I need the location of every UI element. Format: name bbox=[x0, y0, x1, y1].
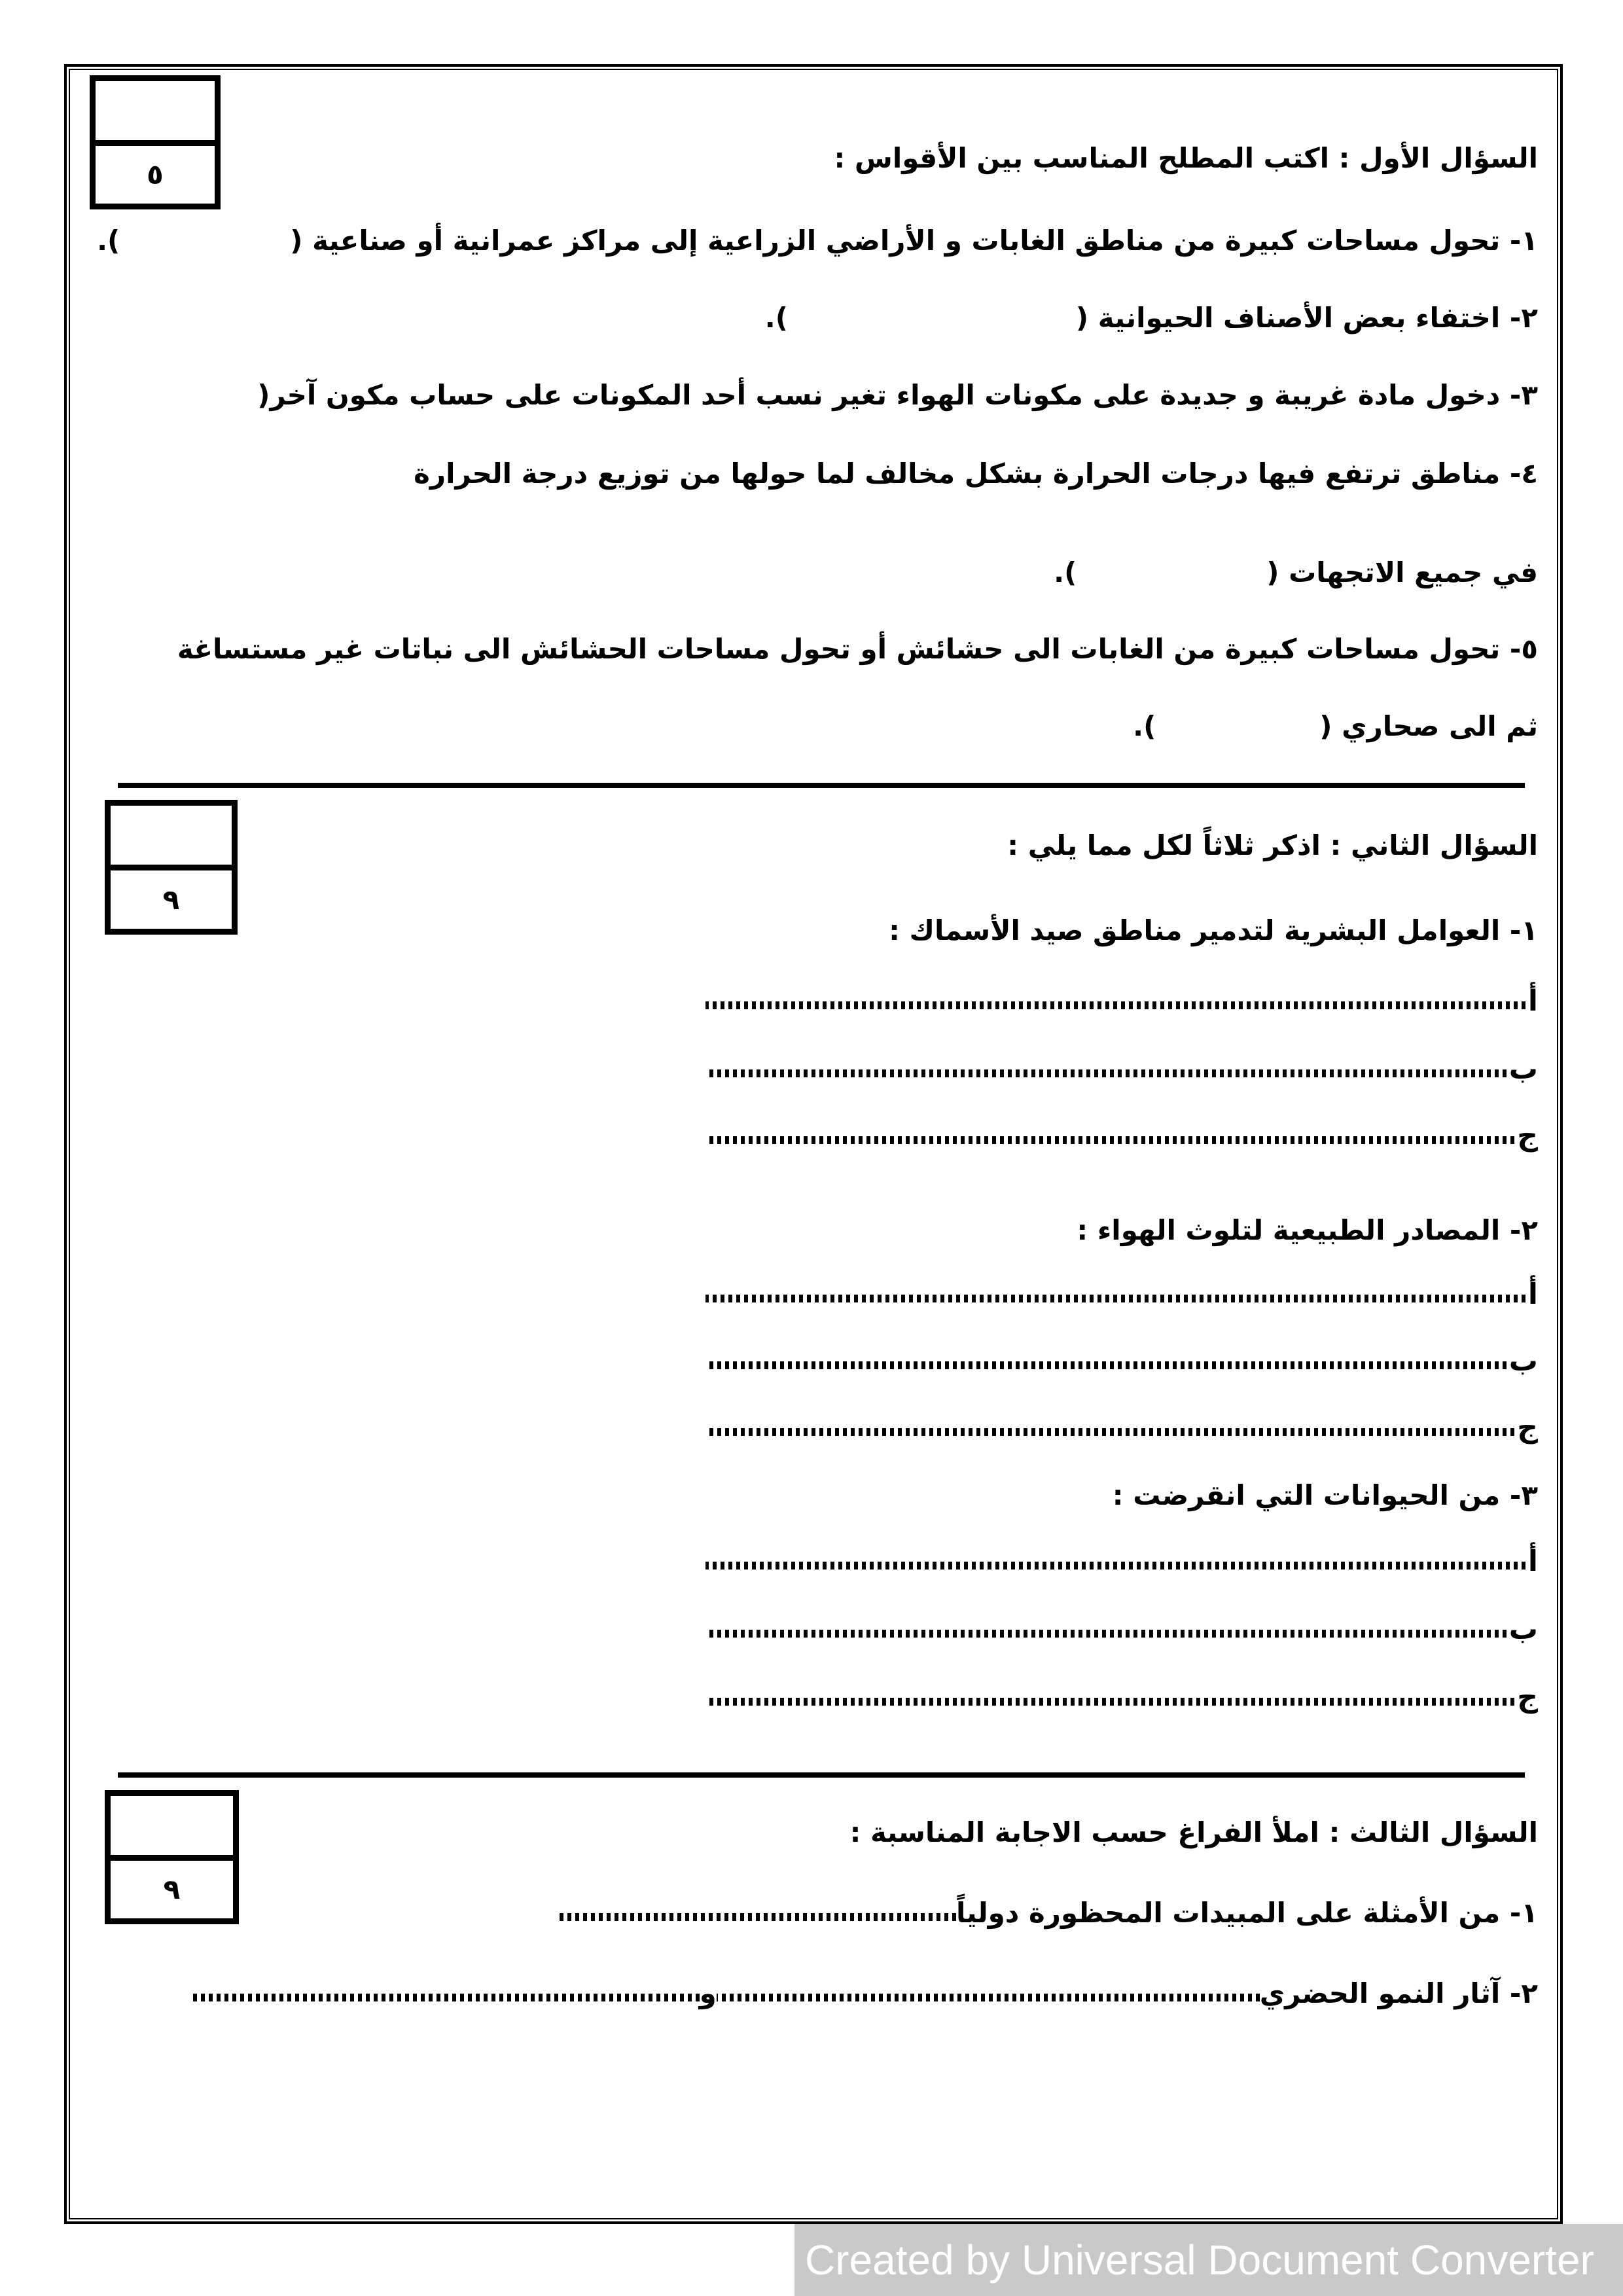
score-box-q1-empty-cell bbox=[96, 81, 215, 146]
q1-item-5: ٥- تحول مساحات كبيرة من الغابات الى حشائش أو تحول مساحات الحشائش الى نباتات غير مستساغة bbox=[177, 633, 1538, 665]
score-box-q3 bbox=[105, 1790, 239, 1924]
answer-letter: ب bbox=[1508, 1052, 1538, 1086]
q1-item-4-cont bbox=[1054, 553, 1538, 593]
q2-header: السؤال الثاني : اذكر ثلاثاً لكل مما يلي : bbox=[1007, 829, 1538, 861]
answer-blank bbox=[788, 321, 1076, 327]
dotted-answer-line bbox=[705, 1069, 1507, 1077]
q3-item-1-text: ١- من الأمثلة على المبيدات المحظورة دولياً bbox=[956, 1897, 1538, 1929]
q3-item-2-text: ٢- آثار النمو الحضري bbox=[1259, 1977, 1538, 2009]
q1-item-2-text: ٢- اختفاء بعض الأصناف الحيوانية ( bbox=[1075, 302, 1538, 334]
q2-sub2-answer-line-a bbox=[705, 1280, 1538, 1309]
section-divider bbox=[118, 783, 1525, 788]
score-box-q2-empty-cell bbox=[111, 806, 232, 870]
q2-sub-2: ٢- المصادر الطبيعية لتلوث الهواء : bbox=[1077, 1214, 1538, 1246]
dotted-answer-line bbox=[705, 1698, 1514, 1706]
answer-letter: ب bbox=[1508, 1344, 1538, 1378]
answer-letter: ج bbox=[1517, 1681, 1538, 1714]
q2-sub3-answer-line-b bbox=[705, 1615, 1538, 1644]
q2-sub1-answer-line-b bbox=[705, 1052, 1538, 1086]
dotted-answer-line bbox=[705, 1001, 1525, 1009]
answer-letter: أ bbox=[1527, 984, 1538, 1018]
q2-sub-1: ١- العوامل البشرية لتدمير مناطق صيد الأسماك : bbox=[889, 914, 1538, 946]
q3-item-1 bbox=[557, 1893, 1538, 1933]
dotted-answer-blank bbox=[189, 1994, 700, 2001]
score-box-q3-empty-cell bbox=[111, 1796, 233, 1861]
q2-sub2-answer-line-b bbox=[705, 1344, 1538, 1378]
q1-item-4-close: ). bbox=[1054, 556, 1077, 588]
q1-item-1-close: ). bbox=[97, 224, 120, 257]
score-box-q3-value: ٩ bbox=[163, 1873, 181, 1906]
dotted-answer-line bbox=[705, 1428, 1514, 1436]
q1-item-4: ٤- مناطق ترتفع فيها درجات الحرارة بشكل مخالف لما حولها من توزيع درجة الحرارة bbox=[414, 457, 1538, 490]
watermark-bar bbox=[794, 2224, 1623, 2296]
answer-letter: أ bbox=[1527, 1278, 1538, 1311]
q2-sub2-answer-line-c bbox=[705, 1411, 1538, 1444]
q1-item-1-text: ١- تحول مساحات كبيرة من مناطق الغابات و الأراضي الزراعية إلى مراكز عمرانية أو صناعية ( bbox=[290, 224, 1538, 257]
q3-header: السؤال الثالث : املأ الفراغ حسب الاجابة المناسبة : bbox=[849, 1816, 1538, 1848]
answer-blank bbox=[0, 398, 257, 404]
section-divider bbox=[118, 1772, 1525, 1778]
watermark-text: Created by Universal Document Converter bbox=[805, 2236, 1594, 2284]
q1-item-5-cont-text: ثم الى صحاري ( bbox=[1319, 710, 1538, 742]
answer-blank bbox=[1077, 575, 1266, 582]
q1-item-5-close: ). bbox=[1133, 710, 1156, 742]
q1-item-1 bbox=[97, 221, 1538, 261]
q2-sub1-answer-line-a bbox=[705, 984, 1538, 1018]
answer-blank bbox=[1156, 729, 1319, 736]
q1-item-3 bbox=[0, 376, 1538, 416]
q2-sub1-answer-line-c bbox=[705, 1119, 1538, 1153]
q1-item-4-cont-text: في جميع الاتجهات ( bbox=[1266, 556, 1538, 588]
dotted-answer-blank bbox=[717, 1994, 1260, 2001]
dotted-answer-line bbox=[705, 1295, 1525, 1302]
score-box-q2 bbox=[105, 800, 238, 935]
score-box-q1-value: ٥ bbox=[147, 158, 164, 191]
q2-sub3-answer-line-a bbox=[705, 1547, 1538, 1576]
dotted-answer-blank bbox=[557, 1913, 956, 1921]
dotted-answer-line bbox=[705, 1562, 1525, 1570]
q1-item-2-close: ). bbox=[764, 302, 788, 334]
q3-item-2 bbox=[189, 1974, 1538, 2014]
q1-item-2 bbox=[765, 298, 1538, 338]
q2-sub-3: ٣- من الحيوانات التي انقرضت : bbox=[1112, 1479, 1538, 1511]
answer-blank bbox=[120, 243, 290, 250]
dotted-answer-line bbox=[705, 1361, 1507, 1369]
score-box-q2-value: ٩ bbox=[162, 884, 180, 916]
answer-letter: ج bbox=[1517, 1119, 1538, 1153]
dotted-answer-line bbox=[705, 1630, 1507, 1638]
q1-header: السؤال الأول : اكتب المطلح المناسب بين الأقواس : bbox=[834, 142, 1538, 174]
answer-letter: ب bbox=[1508, 1613, 1538, 1646]
q2-sub3-answer-line-c bbox=[705, 1683, 1538, 1712]
answer-letter: أ bbox=[1527, 1545, 1538, 1578]
dotted-answer-line bbox=[705, 1136, 1514, 1144]
answer-letter: ج bbox=[1517, 1411, 1538, 1444]
q3-item-2-conjunction: و bbox=[699, 1977, 717, 2009]
score-box-q1 bbox=[90, 75, 221, 209]
q1-item-5-cont bbox=[1133, 707, 1538, 747]
q1-item-3-text: ٣- دخول مادة غريبة و جديدة على مكونات الهواء تغير نسب أحد المكونات على حساب مكون آخر( bbox=[257, 379, 1538, 411]
